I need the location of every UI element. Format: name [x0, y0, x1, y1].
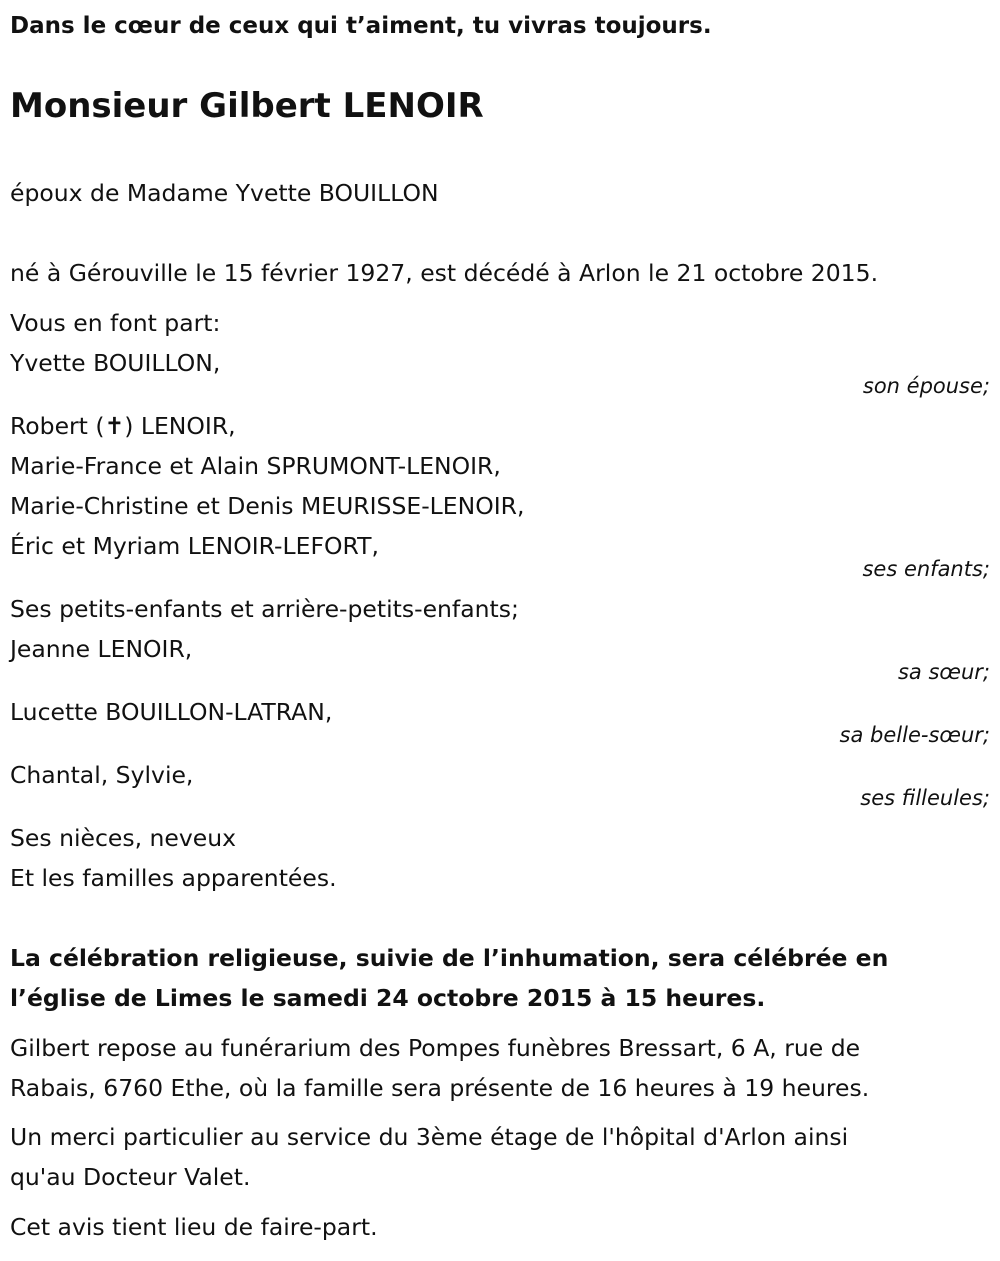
- sister-in-law-relation: sa belle-sœur;: [839, 723, 990, 747]
- thanks-line: Un merci particulier au service du 3ème étage de l'hôpital d'Arlon ainsi: [10, 1123, 849, 1151]
- closing-line: Cet avis tient lieu de faire-part.: [10, 1213, 378, 1241]
- thanks-line: qu'au Docteur Valet.: [10, 1163, 251, 1191]
- sister-name: Jeanne LENOIR,: [10, 635, 193, 663]
- spouse-relation: son épouse;: [862, 374, 990, 398]
- deceased-name: Monsieur Gilbert LENOIR: [10, 86, 484, 126]
- child-name: Robert (✝) LENOIR,: [10, 412, 236, 440]
- sister-in-law-name: Lucette BOUILLON-LATRAN,: [10, 698, 333, 726]
- sister-relation: sa sœur;: [897, 660, 990, 684]
- spouse-line: époux de Madame Yvette BOUILLON: [10, 179, 439, 207]
- others-line: Et les familles apparentées.: [10, 864, 337, 892]
- goddaughters-relation: ses filleules;: [860, 786, 990, 810]
- grandchildren-line: Ses petits-enfants et arrière-petits-enfants;: [10, 595, 519, 623]
- funerarium-line: Rabais, 6760 Ethe, où la famille sera présente de 16 heures à 19 heures.: [10, 1074, 870, 1102]
- birth-death-line: né à Gérouville le 15 février 1927, est décédé à Arlon le 21 octobre 2015.: [10, 259, 879, 287]
- goddaughters-name: Chantal, Sylvie,: [10, 761, 194, 789]
- motto: Dans le cœur de ceux qui t’aiment, tu vivras toujours.: [10, 13, 712, 39]
- announcement-intro: Vous en font part:: [10, 309, 221, 337]
- child-name: Éric et Myriam LENOIR-LEFORT,: [10, 532, 379, 560]
- child-name: Marie-Christine et Denis MEURISSE-LENOIR,: [10, 492, 525, 520]
- ceremony-line: l’église de Limes le samedi 24 octobre 2015 à 15 heures.: [10, 984, 766, 1012]
- ceremony-line: La célébration religieuse, suivie de l’inhumation, sera célébrée en: [10, 944, 889, 972]
- child-name: Marie-France et Alain SPRUMONT-LENOIR,: [10, 452, 501, 480]
- others-line: Ses nièces, neveux: [10, 824, 237, 852]
- children-relation: ses enfants;: [862, 557, 990, 581]
- spouse-name: Yvette BOUILLON,: [10, 349, 221, 377]
- funerarium-line: Gilbert repose au funérarium des Pompes funèbres Bressart, 6 A, rue de: [10, 1034, 861, 1062]
